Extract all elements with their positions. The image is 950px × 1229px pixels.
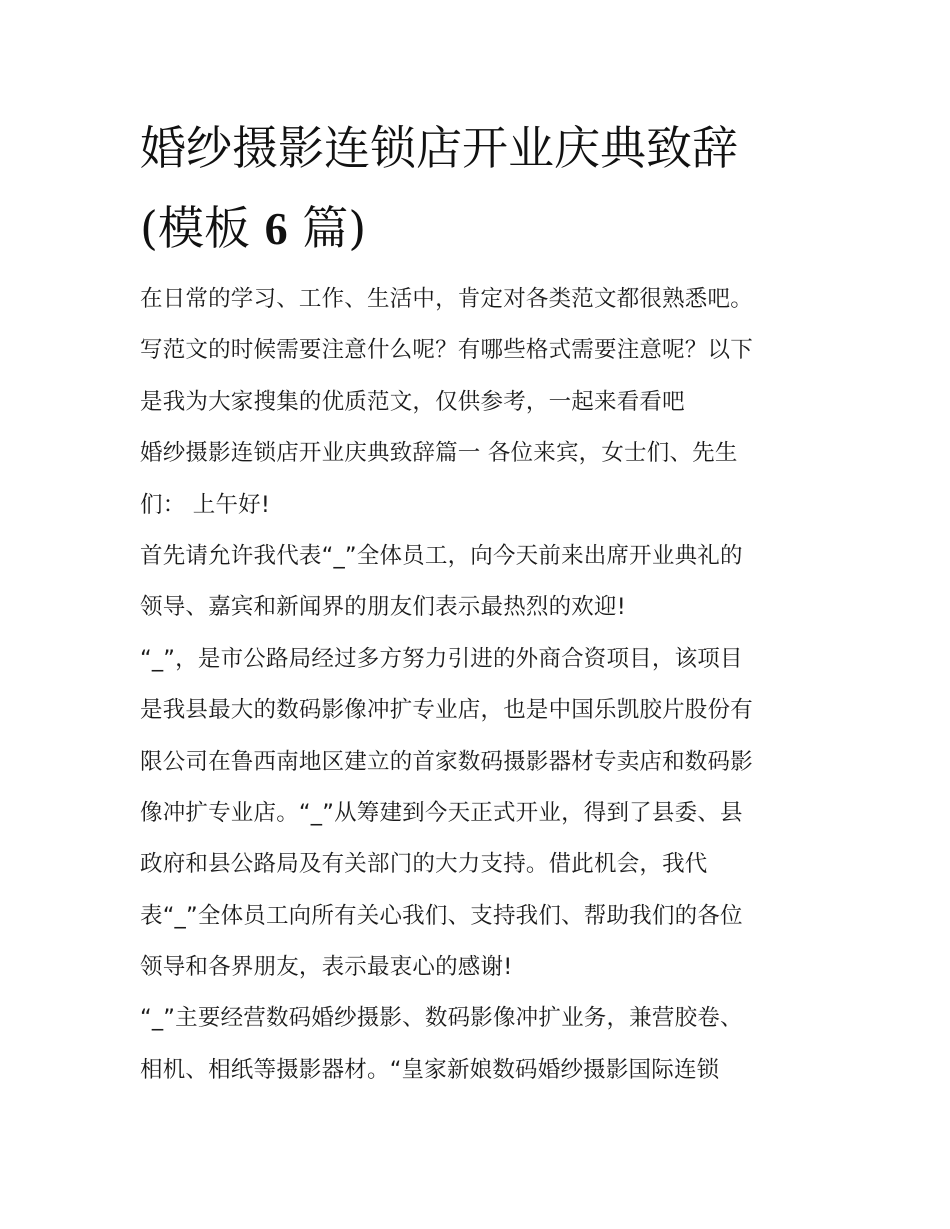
body-line: 领导和各界朋友，表示最衷心的感谢! (140, 954, 513, 981)
body-line: 相机、相纸等摄影器材。“皇家新娘数码婚纱摄影国际连锁 (140, 1056, 720, 1083)
body-line: 政府和县公路局及有关部门的大力支持。借此机会，我代 (140, 851, 708, 878)
body-line: 们： 上午好! (140, 491, 271, 518)
title-line-2 (140, 188, 840, 269)
body-line: 写范文的时候需要注意什么呢？有哪些格式需要注意呢？以下 (140, 337, 753, 364)
body-line: 首先请允许我代表“_”全体员工，向今天前来出席开业典礼的 (140, 542, 743, 569)
document-title (140, 108, 840, 269)
body-line: 是我县最大的数码影像冲扩专业店，也是中国乐凯胶片股份有 (140, 697, 753, 724)
title-close: 篇) (287, 201, 367, 255)
title-count: 6 (264, 203, 288, 254)
body-line: 在日常的学习、工作、生活中，肯定对各类范文都很熟悉吧。 (140, 286, 753, 312)
body-line: 表“_”全体员工向所有关心我们、支持我们、帮助我们的各位 (140, 902, 743, 929)
body-line: 限公司在鲁西南地区建立的首家数码摄影器材专卖店和数码影 (140, 748, 753, 775)
body-line: 像冲扩专业店。“_”从筹建到今天正式开业，得到了县委、县 (140, 799, 743, 826)
body-line: 领导、嘉宾和新闻界的朋友们表示最热烈的欢迎! (140, 594, 626, 621)
body-line: 是我为大家搜集的优质范文，仅供参考，一起来看看吧 (140, 388, 685, 415)
body-line: “_”主要经营数码婚纱摄影、数码影像冲扩业务，兼营胶卷、 (140, 1005, 743, 1032)
document-body (140, 274, 830, 1096)
title-line-1: 婚纱摄影连锁店开业庆典致辞 (140, 121, 738, 175)
title-open: (模板 (140, 201, 265, 255)
body-line: 婚纱摄影连锁店开业庆典致辞篇一 各位来宾，女士们、先生 (140, 440, 738, 467)
body-line: “_”，是市公路局经过多方努力引进的外商合资项目，该项目 (140, 645, 743, 672)
